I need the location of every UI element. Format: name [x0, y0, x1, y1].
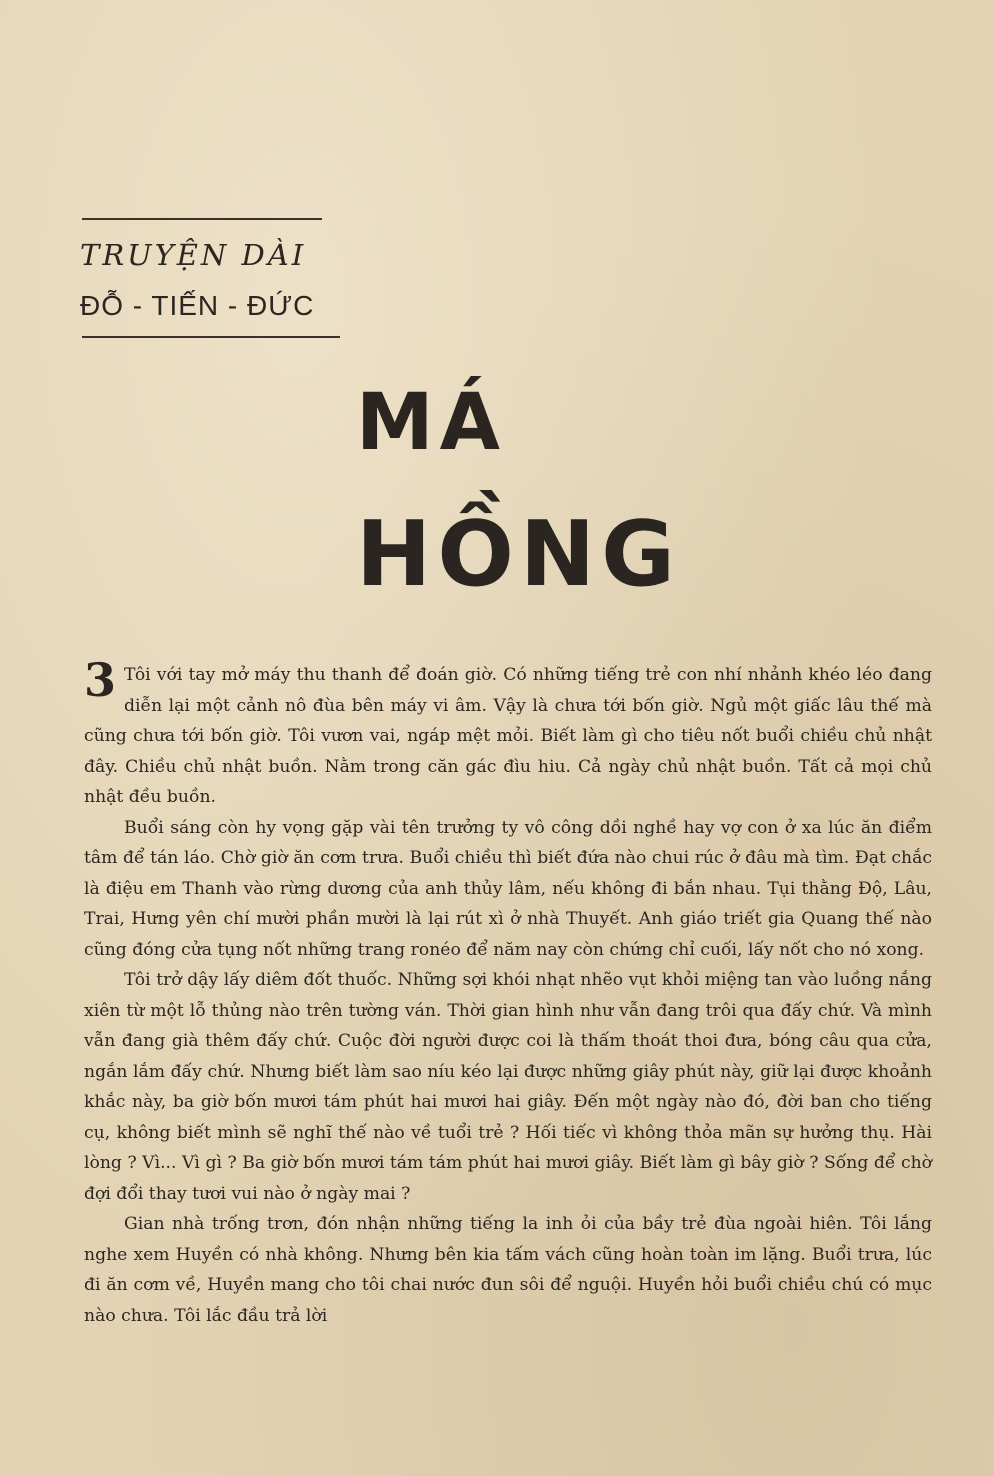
story-body	[84, 653, 932, 1331]
paragraph-2: Buổi sáng còn hy vọng gặp vài tên trưởng ty vô công dồi nghề hay vợ con ở xa lúc ăn điểm tâm để tán láo. Chờ giờ ăn cơm trưa. Buổi chiều thì biết đứa nào chui rúc ở đâu mà tìm. Đạt chắc là điệu em Thanh vào rừng dương của anh thủy lâm, nếu không đi bắn nhau. Tụi thằng Độ, Lâu, Trai, Hưng yên chí mười phần mười là lại rút xì ở nhà Thuyết. Anh giáo triết gia Quang thế nào cũng đóng cửa tụng nốt những trang ronéo để năm nay còn chứng chỉ cuối, lấy nốt cho nó xong.	[84, 817, 932, 960]
title-line-1: MÁ	[356, 378, 506, 468]
header-top-rule	[82, 218, 322, 220]
paragraph-1	[84, 653, 932, 813]
paragraph-4: Gian nhà trống trơn, đón nhận những tiếng la inh ỏi của bầy trẻ đùa ngoài hiên. Tôi lắng nghe xem Huyền có nhà không. Nhưng bên kia tấm vách cũng hoàn toàn im lặng. Buổi trưa, lúc đi ăn cơm về, Huyền mang cho tôi chai nước đun sôi để nguội. Huyền hỏi buổi chiều chú có mục nào chưa. Tôi lắc đầu trả lời	[84, 1214, 932, 1326]
paragraph-text: Tôi với tay mở máy thu thanh để đoán giờ. Có những tiếng trẻ con nhí nhảnh khéo léo đang diễn lại một cảnh nô đùa bên máy vi âm. Vậy là chưa tới bốn giờ. Ngủ một giấc lâu thế mà cũng chưa tới bốn giờ. Tôi vươn vai, ngáp mệt mỏi. Biết làm gì cho tiêu nốt buổi chiều chủ nhật đây. Chiều chủ nhật buồn. Nằm trong căn gác đìu hiu. Cả ngày chủ nhật buồn. Tất cả mọi chủ nhật đều buồn.	[84, 665, 932, 807]
header-bottom-rule	[82, 336, 340, 338]
author-name: ĐỖ - TIẾN - ĐỨC	[80, 290, 315, 321]
chapter-number: 3	[84, 653, 117, 707]
genre-label: TRUYỆN DÀI	[80, 238, 307, 272]
paragraph-3: Tôi trở dậy lấy diêm đốt thuốc. Những sợi khói nhạt nhẽo vụt khỏi miệng tan vào luồng nắng xiên từ một lỗ thủng nào trên tường ván. Thời gian hình như vẫn đang trôi qua đấy chứ. Và mình vẫn đang già thêm đấy chứ. Cuộc đời người được coi là thấm thoát thoi đưa, bóng câu qua cửa, ngắn lắm đấy chứ. Nhưng biết làm sao níu kéo lại được những giây phút này, giữ lại được khoảnh khắc này, ba giờ bốn mươi tám phút hai mươi hai giây. Đến một ngày nào đó, đời ban cho tiếng cụ, không biết mình sẽ nghĩ thế nào về tuổi trẻ ? Hối tiếc vì không thỏa mãn sự hưởng thụ. Hài lòng ? Vì... Vì gì ? Ba giờ bốn mươi tám tám phút hai mươi giây. Biết làm gì bây giờ ? Sống để chờ đợi đổi thay tươi vui nào ở ngày mai ?	[84, 970, 932, 1204]
title-line-2: HỒNG	[356, 502, 682, 607]
